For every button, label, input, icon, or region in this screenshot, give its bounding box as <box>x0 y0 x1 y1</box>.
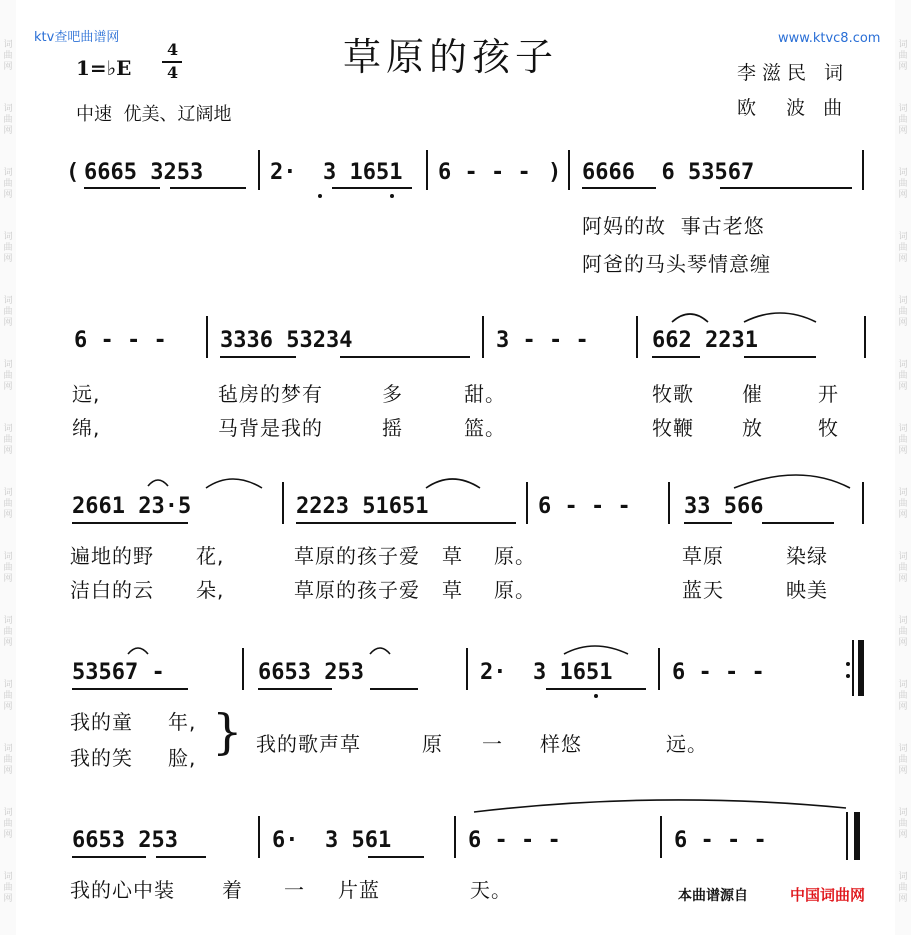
lyric-word: 我的笑 <box>70 746 133 770</box>
lyric-word: 遍地的野 <box>70 544 154 568</box>
tie-arc <box>474 800 846 812</box>
side-watermark-text: 词 曲 网 <box>898 488 908 520</box>
octave-dot <box>390 194 394 198</box>
side-watermark-text: 词 曲 网 <box>898 808 908 840</box>
side-watermark-text: 词 曲 网 <box>3 808 13 840</box>
measure-r1-3: 6 - - - <box>438 160 531 185</box>
measure-r5-4: 6 - - - <box>674 828 767 853</box>
side-watermark-text: 词 曲 网 <box>3 296 13 328</box>
barline <box>668 482 670 524</box>
lyric-word: 摇 <box>382 416 403 440</box>
final-barline-thick <box>854 812 860 860</box>
lyric-word: 朵, <box>196 578 225 602</box>
underline <box>72 856 146 858</box>
side-watermark-text: 词 曲 网 <box>3 168 13 200</box>
measure-r1-4: 6666 6 53567 <box>582 160 755 185</box>
measure-r4-2: 6653 253 <box>258 660 364 685</box>
barline <box>282 482 284 524</box>
lyric-word: 着 <box>222 878 243 902</box>
lyric-word: 牧鞭 <box>652 416 694 440</box>
lyric-word: 天。 <box>470 878 512 902</box>
tie-arc <box>426 479 480 488</box>
lyric-word: 催 <box>742 382 763 406</box>
lyric-word: 原。 <box>494 578 536 602</box>
side-watermark-text: 词 曲 网 <box>3 872 13 904</box>
side-watermark-text: 词 曲 网 <box>3 488 13 520</box>
side-watermark-text: 词 曲 网 <box>3 552 13 584</box>
side-watermark-text: 词 曲 网 <box>898 40 908 72</box>
side-watermark-text: 词 曲 网 <box>898 744 908 776</box>
measure-r4-3: 2· 3 1651 <box>480 660 613 685</box>
side-watermark-text: 词 曲 网 <box>898 680 908 712</box>
underline <box>156 856 206 858</box>
barline <box>526 482 528 524</box>
close-parenthesis: ) <box>548 160 562 185</box>
measure-r4-1: 53567 - <box>72 660 165 685</box>
tie-arc <box>744 313 816 322</box>
repeat-barline-thick <box>858 640 864 696</box>
underline <box>370 688 418 690</box>
lyric-word: 草原 <box>682 544 724 568</box>
time-signature-top: 4 <box>167 40 179 59</box>
lyric-word: 甜。 <box>464 382 506 406</box>
measure-r5-3: 6 - - - <box>468 828 561 853</box>
measure-r1-1: 6665 3253 <box>84 160 204 185</box>
tie-arc <box>734 475 850 488</box>
measure-r5-1: 6653 253 <box>72 828 178 853</box>
underline <box>652 356 700 358</box>
lyric-word: 远。 <box>666 732 708 756</box>
fermata-arc <box>370 648 390 654</box>
side-watermark-text: 词 曲 网 <box>898 552 908 584</box>
side-watermark-text: 词 曲 网 <box>3 40 13 72</box>
measure-r3-3: 6 - - - <box>538 494 631 519</box>
lyric-word: 开 <box>818 382 839 406</box>
lyric-word: 毡房的梦有 <box>218 382 323 406</box>
lyric-word: 原 <box>422 732 443 756</box>
underline <box>762 522 834 524</box>
barline <box>426 150 428 190</box>
underline <box>368 856 424 858</box>
underline <box>220 356 296 358</box>
tie-arc <box>564 646 628 654</box>
side-watermark-text: 词 曲 网 <box>898 872 908 904</box>
underline <box>684 522 732 524</box>
measure-r3-4: 33 566 <box>684 494 764 519</box>
side-watermark-text: 词 曲 网 <box>3 104 13 136</box>
side-watermark-text: 词 曲 网 <box>3 680 13 712</box>
octave-dot <box>318 194 322 198</box>
tie-arc <box>672 314 708 322</box>
barline <box>258 816 260 858</box>
lyric-word: 草原的孩子爱 <box>294 578 420 602</box>
left-watermark-strip <box>0 0 16 935</box>
underline <box>744 356 816 358</box>
underline <box>170 187 246 189</box>
measure-r1-2: 2· 3 1651 <box>270 160 403 185</box>
lyric-word: 篮。 <box>464 416 506 440</box>
side-watermark-text: 词 曲 网 <box>898 616 908 648</box>
side-watermark-text: 词 曲 网 <box>898 424 908 456</box>
lyric-word: 染绿 <box>786 544 828 568</box>
underline <box>340 356 470 358</box>
barline <box>658 648 660 690</box>
octave-dot <box>594 694 598 698</box>
lyrics-verse1: 阿妈的故 事古老悠 <box>582 214 765 238</box>
side-watermark-text: 词 曲 网 <box>898 360 908 392</box>
repeat-barline-thin <box>852 640 854 696</box>
barline <box>636 316 638 358</box>
barline <box>454 816 456 858</box>
barline <box>206 316 208 358</box>
lyric-word: 多 <box>382 382 403 406</box>
measure-r5-2: 6· 3 561 <box>272 828 392 853</box>
lyric-word: 放 <box>742 416 763 440</box>
key-signature: 1=♭E <box>76 56 132 80</box>
lyricist-credit: 李滋民 词 <box>737 62 850 84</box>
lyric-word: 原。 <box>494 544 536 568</box>
barline <box>864 316 866 358</box>
fermata-arc <box>128 648 148 654</box>
barline <box>466 648 468 690</box>
barline <box>862 150 864 190</box>
side-watermark-text: 词 曲 网 <box>3 424 13 456</box>
lyric-word: 牧 <box>818 416 839 440</box>
lyric-word: 草 <box>442 544 463 568</box>
lyric-word: 绵, <box>72 416 101 440</box>
side-watermark-text: 词 曲 网 <box>898 296 908 328</box>
lyric-word: 草 <box>442 578 463 602</box>
measure-r2-1: 6 - - - <box>74 328 167 353</box>
song-title: 草原的孩子 <box>343 35 559 79</box>
underline <box>720 187 852 189</box>
measure-r2-4: 662 2231 <box>652 328 758 353</box>
lyric-word: 样悠 <box>540 732 582 756</box>
tempo-marking: 中速 优美、辽阔地 <box>76 104 232 125</box>
barline <box>862 482 864 524</box>
lyric-word: 一 <box>284 878 305 902</box>
watermark-top-right[interactable]: www.ktvc8.com <box>778 31 881 46</box>
measure-r2-2: 3336 53234 <box>220 328 353 353</box>
lyric-word: 一 <box>482 732 503 756</box>
underline <box>582 187 656 189</box>
tie-arc <box>206 479 262 488</box>
lyrics-brace: } <box>212 704 243 760</box>
measure-r3-1: 2661 23·5 <box>72 494 192 519</box>
lyric-word: 片蓝 <box>338 878 380 902</box>
lyric-word: 我的心中装 <box>70 878 175 902</box>
lyric-word: 花, <box>196 544 225 568</box>
lyric-word: 牧歌 <box>652 382 694 406</box>
measure-r3-2: 2223 51651 <box>296 494 429 519</box>
lyric-word: 洁白的云 <box>70 578 154 602</box>
underline <box>72 522 188 524</box>
barline <box>258 150 260 190</box>
lyric-word: 映美 <box>786 578 828 602</box>
source-site-link[interactable]: 中国词曲网 <box>790 886 866 904</box>
open-parenthesis: ( <box>66 160 80 185</box>
watermark-top-left[interactable]: ktv查吧曲谱网 <box>34 30 120 45</box>
source-label: 本曲谱源自 <box>678 888 748 904</box>
underline <box>84 187 160 189</box>
barline <box>242 648 244 690</box>
right-watermark-strip <box>895 0 911 935</box>
final-barline-thin <box>846 812 848 860</box>
barline <box>660 816 662 858</box>
side-watermark-text: 词 曲 网 <box>898 168 908 200</box>
barline <box>482 316 484 358</box>
side-watermark-text: 词 曲 网 <box>3 744 13 776</box>
lyric-word: 我的歌声草 <box>256 732 361 756</box>
lyric-word: 远, <box>72 382 101 406</box>
underline <box>72 688 188 690</box>
time-signature-bottom: 4 <box>167 63 179 82</box>
side-watermark-text: 词 曲 网 <box>3 616 13 648</box>
repeat-dot <box>846 674 850 678</box>
lyric-word: 蓝天 <box>682 578 724 602</box>
lyric-word: 草原的孩子爱 <box>294 544 420 568</box>
fermata-arc <box>148 480 168 486</box>
composer-credit: 欧 波 曲 <box>737 97 849 119</box>
measure-r2-3: 3 - - - <box>496 328 589 353</box>
lyric-word: 脸, <box>168 746 197 770</box>
measure-r4-4: 6 - - - <box>672 660 765 685</box>
side-watermark-text: 词 曲 网 <box>3 232 13 264</box>
side-watermark-text: 词 曲 网 <box>3 360 13 392</box>
lyric-word: 我的童 <box>70 710 133 734</box>
underline <box>546 688 646 690</box>
lyric-word: 年, <box>168 710 197 734</box>
repeat-dot <box>846 662 850 666</box>
lyrics-verse2: 阿爸的马头琴情意缠 <box>582 252 771 276</box>
side-watermark-text: 词 曲 网 <box>898 104 908 136</box>
underline <box>332 187 412 189</box>
underline <box>296 522 516 524</box>
barline <box>568 150 570 190</box>
underline <box>258 688 332 690</box>
side-watermark-text: 词 曲 网 <box>898 232 908 264</box>
lyric-word: 马背是我的 <box>218 416 323 440</box>
